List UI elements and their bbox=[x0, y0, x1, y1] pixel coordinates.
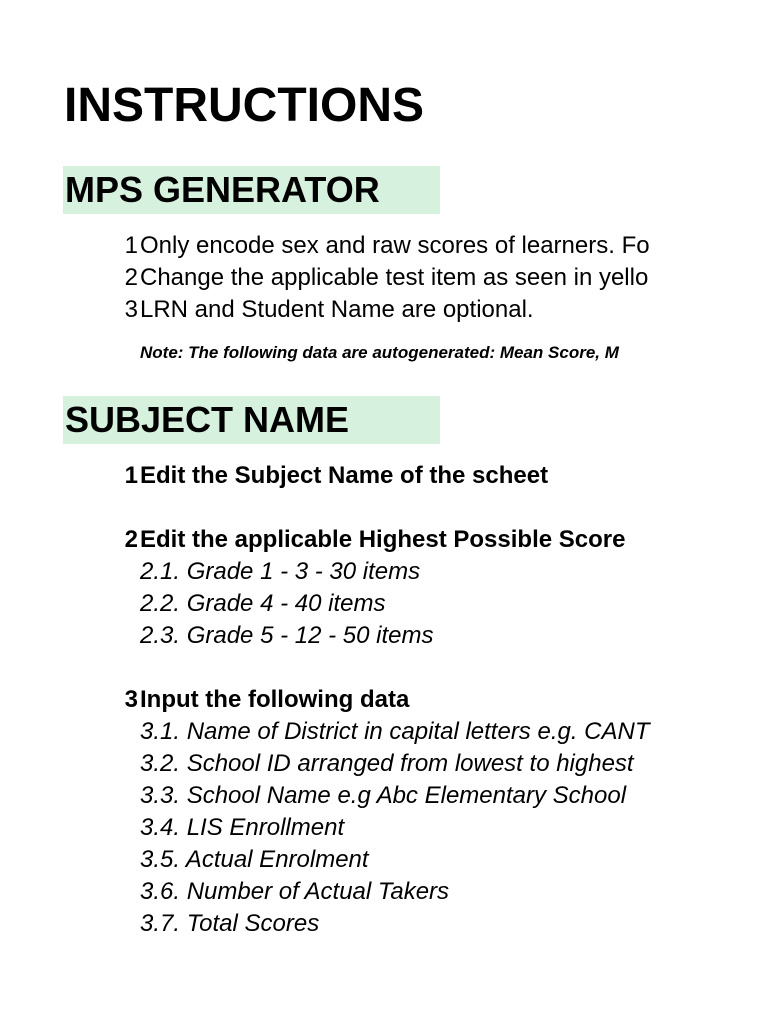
sub-item-text: 2.3. Grade 5 - 12 - 50 items bbox=[140, 622, 434, 649]
sub-item bbox=[120, 812, 667, 844]
item-text: Only encode sex and raw scores of learners. Fo bbox=[140, 232, 650, 259]
subject-steps bbox=[120, 460, 667, 940]
sub-item bbox=[120, 908, 667, 940]
item-number: 1 bbox=[124, 232, 138, 259]
page-title: INSTRUCTIONS bbox=[64, 79, 424, 132]
sub-item bbox=[120, 748, 667, 780]
spacer bbox=[120, 652, 667, 684]
section-heading: SUBJECT NAME bbox=[65, 399, 350, 440]
step-number: 1 bbox=[124, 462, 138, 489]
sub-item bbox=[120, 588, 667, 620]
section-header-subject-name bbox=[63, 396, 440, 444]
section-header-mps-generator bbox=[63, 166, 440, 214]
list-item bbox=[120, 262, 667, 294]
sub-item bbox=[120, 556, 667, 588]
section-heading: MPS GENERATOR bbox=[65, 169, 380, 210]
sub-item bbox=[120, 780, 667, 812]
sub-item-text: 3.7. Total Scores bbox=[140, 910, 320, 937]
sub-item-text: 3.1. Name of District in capital letters e.g. CANT bbox=[140, 718, 650, 745]
sub-item-text: 3.5. Actual Enrolment bbox=[140, 846, 369, 873]
step-row bbox=[120, 460, 667, 492]
autogenerated-note: Note: The following data are autogenerated: Mean Score, M bbox=[140, 343, 619, 362]
sub-item bbox=[120, 844, 667, 876]
sub-item-text: 3.6. Number of Actual Takers bbox=[140, 878, 450, 905]
sub-item-text: 3.2. School ID arranged from lowest to highest bbox=[140, 750, 634, 777]
sub-item bbox=[120, 716, 667, 748]
item-number: 2 bbox=[124, 264, 138, 291]
step-text: Edit the applicable Highest Possible Score bbox=[140, 526, 626, 553]
step-text: Edit the Subject Name of the scheet bbox=[140, 462, 549, 489]
sub-item-text: 2.1. Grade 1 - 3 - 30 items bbox=[140, 558, 421, 585]
spacer bbox=[120, 492, 667, 524]
item-number: 3 bbox=[124, 296, 138, 323]
list-item bbox=[120, 294, 667, 326]
mps-instructions-list bbox=[120, 230, 667, 326]
list-item bbox=[120, 230, 667, 262]
note-container bbox=[120, 341, 667, 365]
sub-item-text: 2.2. Grade 4 - 40 items bbox=[140, 590, 386, 617]
sub-item-text: 3.4. LIS Enrollment bbox=[140, 814, 345, 841]
sub-item bbox=[120, 876, 667, 908]
step-text: Input the following data bbox=[140, 686, 410, 713]
item-text: LRN and Student Name are optional. bbox=[140, 296, 534, 323]
step-number: 2 bbox=[124, 526, 138, 553]
item-text: Change the applicable test item as seen in yello bbox=[140, 264, 649, 291]
sub-item bbox=[120, 620, 667, 652]
sub-item-text: 3.3. School Name e.g Abc Elementary School bbox=[140, 782, 627, 809]
step-row bbox=[120, 524, 667, 556]
step-row bbox=[120, 684, 667, 716]
step-number: 3 bbox=[124, 686, 138, 713]
